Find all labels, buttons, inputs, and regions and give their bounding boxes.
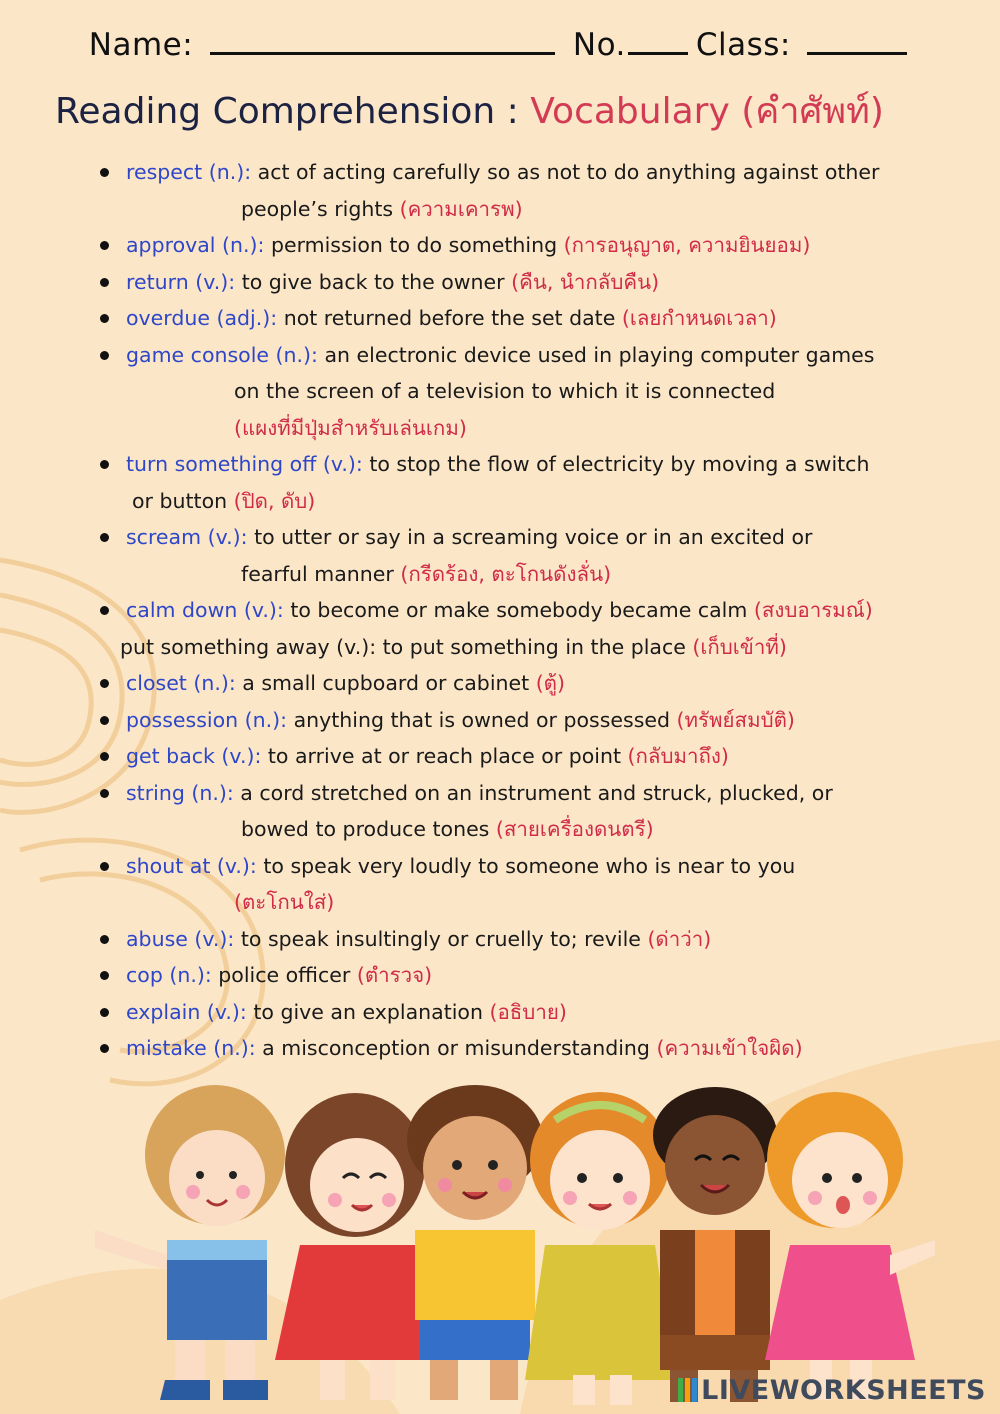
vocab-definition: a cord stretched on an instrument and struck, plucked, or [233,780,833,805]
vocab-definition: to give an explanation [246,999,490,1024]
vocab-definition: to utter or say in a screaming voice or in an excited or [247,525,813,549]
title-main: Reading Comprehension : [55,91,531,132]
page-title [55,82,884,139]
bullet-icon [100,862,109,871]
bullet-icon [100,1044,109,1053]
vocab-definition: anything that is owned or possessed [287,707,677,732]
vocab-term: approval (n.): [126,233,265,257]
vocab-thai: (คืน, นำกลับคืน) [511,269,660,294]
vocab-term: shout at (v.): [126,853,257,878]
vocab-definition: a small cupboard or cabinet [235,671,536,695]
vocab-thai: (ตะโกนใส่) [234,890,335,914]
class-label: Class: [695,27,791,63]
bullet-icon [100,278,109,287]
bullet-icon [100,606,109,615]
vocab-item-mistake [100,1030,960,1067]
vocab-definition-cont: or button [132,488,234,513]
vocab-item-string [100,775,960,848]
vocab-definition: permission to do something [264,233,564,257]
student-info-line [0,26,1000,63]
vocab-item-possession [100,702,960,739]
vocab-definition-cont: people’s rights [241,196,400,221]
children-illustration [95,1080,935,1410]
vocab-thai: (ทรัพย์สมบัติ) [676,707,795,732]
liveworksheets-logo-icon [678,1378,698,1402]
vocab-definition: act of acting carefully so as not to do anything against other [251,160,880,184]
liveworksheets-logo-text: LIVEWORKSHEETS [701,1375,986,1406]
bullet-icon [100,351,109,360]
child-yellow-dress [525,1092,675,1405]
vocab-term: turn something off (v.): [126,452,363,476]
bullet-icon [100,679,109,688]
vocab-thai: (เก็บเข้าที่) [692,634,787,659]
vocab-item-approval [100,227,960,264]
vocab-definition: to speak insultingly or cruelly to; revile [234,926,648,951]
vocab-term: abuse (v.): [126,926,235,951]
vocab-item-overdue [100,300,960,337]
vocab-thai: (ตู้) [535,671,565,695]
vocab-term: game console (n.): [126,342,318,367]
child-yellow-shirt [407,1085,543,1400]
vocab-term: mistake (n.): [126,1036,256,1060]
vocab-thai: (กรีดร้อง, ตะโกนดังลั่น) [400,561,612,586]
vocab-definition: to arrive at or reach place or point [261,744,628,768]
vocab-item-respect [100,154,960,227]
vocab-definition: to speak very loudly to someone who is near to you [256,853,796,878]
bullet-icon [100,314,109,323]
vocab-term: calm down (v.): [126,598,284,622]
vocab-definition-cont: put something away (v.): to put something in the place [120,634,693,659]
child-pink-dress [765,1092,935,1400]
bullet-icon [100,935,109,944]
vocab-thai: (เลยกำหนดเวลา) [621,306,777,330]
vocab-term: scream (v.): [126,525,248,549]
vocab-thai: (การอนุญาต, ความยินยอม) [563,233,811,257]
vocab-thai: (อธิบาย) [489,999,567,1024]
number-label: No. [572,27,626,63]
bullet-icon [100,752,109,761]
vocab-item-cop [100,957,960,994]
vocab-definition: to stop the flow of electricity by moving a switch [362,452,870,476]
liveworksheets-logo [678,1375,986,1406]
vocabulary-list [100,154,960,1067]
vocab-definition: police officer [211,963,357,987]
vocab-item-closet [100,665,960,702]
vocab-term: possession (n.): [126,707,288,732]
vocab-term: return (v.): [126,269,236,294]
title-accent: Vocabulary (คำศัพท์) [530,91,884,132]
vocab-term: cop (n.): [126,963,212,987]
vocab-item-shout-at [100,848,960,921]
vocab-definition: an electronic device used in playing computer games [317,342,875,367]
vocab-definition: to give back to the owner [235,269,512,294]
bullet-icon [100,168,109,177]
bullet-icon [100,1008,109,1017]
bullet-icon [100,241,109,250]
vocab-item-calm-down [100,592,960,665]
vocab-definition: to become or make somebody became calm [283,598,754,622]
bullet-icon [100,460,109,469]
vocab-definition: a misconception or misunderstanding [255,1036,657,1060]
vocab-thai: (ความเข้าใจผิด) [656,1036,803,1060]
bullet-icon [100,789,109,798]
name-label: Name: [88,27,194,63]
name-input-line[interactable] [210,26,555,55]
number-input-line[interactable] [628,26,688,55]
bullet-icon [100,533,109,542]
vocab-term: closet (n.): [126,671,236,695]
vocab-item-return [100,264,960,301]
vocab-thai: (ปิด, ดับ) [233,488,316,513]
vocab-thai: (ตำรวจ) [356,963,433,987]
vocab-thai: (กลับมาถึง) [627,744,729,768]
child-curly-blue [95,1085,285,1400]
vocab-thai: (สงบอารมณ์) [753,598,873,622]
vocab-item-turn-off [100,446,960,519]
vocab-term: string (n.): [126,780,234,805]
vocab-item-get-back [100,738,960,775]
vocab-item-scream [100,519,960,592]
vocab-definition-cont: on the screen of a television to which it is connected [234,379,776,403]
vocab-item-abuse [100,921,960,958]
vocab-term: explain (v.): [126,999,247,1024]
vocab-item-explain [100,994,960,1031]
class-input-line[interactable] [807,26,907,55]
vocab-definition-cont: fearful manner [241,561,401,586]
vocab-definition-cont: bowed to produce tones [241,817,496,841]
vocab-thai: (แผงที่มีปุ่มสำหรับเล่นเกม) [234,415,467,440]
vocab-definition: not returned before the set date [277,306,622,330]
vocab-term: get back (v.): [126,744,262,768]
vocab-thai: (ด่าว่า) [647,926,712,951]
vocab-term: overdue (adj.): [126,306,278,330]
vocab-item-game-console [100,337,960,447]
bullet-icon [100,971,109,980]
bullet-icon [100,716,109,725]
child-brown-vest [653,1087,777,1402]
vocab-thai: (สายเครื่องดนตรี) [495,817,654,841]
vocab-thai: (ความเคารพ) [399,196,523,221]
vocab-term: respect (n.): [126,160,252,184]
